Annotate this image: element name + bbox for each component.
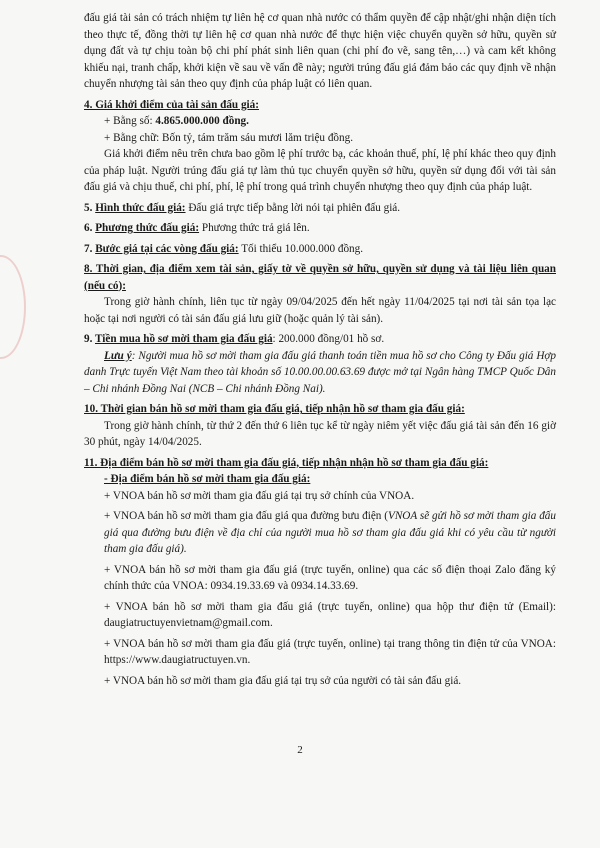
section-9: 9. Tiền mua hồ sơ mời tham gia đấu giá: 200.000 đồng/01 hồ sơ.	[84, 333, 385, 345]
intro-paragraph: đấu giá tài sản có trách nhiệm tự liên hệ cơ quan nhà nước có thẩm quyền để cập nhật/ghi nhận diện tích theo thực tế, đồng thời tự liên hệ cơ quan nhà nước để thực hiện việc chuyển quyền sở hữu, quyền sử dụng đất và tự chịu toàn bộ chi phí phát sinh liên quan (chi phí đo vẽ, sang tên,…) và cam kết không khiếu nại, tranh chấp, khởi kiện về sau về vấn đề này; người trúng đấu giá đảm bảo các quy định về nhận chuyển nhượng tài sản theo quy định của pháp luật có liên quan.	[84, 12, 556, 90]
location-bullet-5: + VNOA bán hồ sơ mời tham gia đấu giá (trực tuyến, online) tại trang thông tin điện tử của VNOA: https://www.daugiatructuyen.vn.	[104, 637, 556, 666]
section-11-heading: 11. Địa điểm bán hồ sơ mời tham gia đấu giá, tiếp nhận nhận hồ sơ tham gia đấu giá:	[84, 456, 489, 469]
location-bullet-4: + VNOA bán hồ sơ mời tham gia đấu giá (trực tuyến, online) qua hộp thư điện tử (Email): daugiatructuyenvietnam@gmail.com.	[104, 600, 556, 629]
location-bullet-3: + VNOA bán hồ sơ mời tham gia đấu giá (trực tuyến, online) qua các số điện thoại Zalo đăng ký chính thức của VNOA: 0934.19.33.69 và 0934.14.33.69.	[104, 563, 556, 592]
document-body	[84, 10, 556, 689]
section-9-note: Lưu ý: Người mua hồ sơ mời tham gia đấu giá thanh toán tiền mua hồ sơ cho Công ty Đấu giá Hợp danh Trực tuyến Việt Nam theo tài khoản số 10.00.00.00.63.69 được mở tại Ngân hàng TMCP Quốc Dân – Chi nhánh Đồng Nai (NCB – Chi nhánh Đồng Nai).	[84, 349, 556, 395]
location-bullet-2: + VNOA bán hồ sơ mời tham gia đấu giá qua đường bưu điện (VNOA sẽ gửi hồ sơ mời tham gia đấu giá qua đường bưu điện về địa chỉ của người mua hồ sơ tham gia đấu giá khi có yêu cầu từ người tham gia đấu giá).	[104, 510, 556, 555]
section-10-text: Trong giờ hành chính, từ thứ 2 đến thứ 6 liên tục kể từ ngày niêm yết việc đấu giá tài sản đến 16 giờ 30 phút, ngày 14/04/2025.	[84, 419, 556, 448]
section-8-heading: 8. Thời gian, địa điểm xem tài sản, giấy tờ về quyền sở hữu, quyền sử dụng và tài liệu liên quan (nếu có):	[84, 263, 556, 292]
section-7: 7. Bước giá tại các vòng đấu giá: Tối thiểu 10.000.000 đồng.	[84, 242, 364, 255]
section-10-heading: 10. Thời gian bán hồ sơ mời tham gia đấu giá, tiếp nhận hồ sơ tham gia đấu giá:	[84, 403, 465, 415]
section-5: 5. Hình thức đấu giá: Đấu giá trực tiếp bằng lời nói tại phiên đấu giá.	[84, 201, 401, 214]
starting-price-words: + Bằng chữ: Bốn tỷ, tám trăm sáu mươi lăm triệu đồng.	[104, 131, 353, 144]
location-bullet-1: + VNOA bán hồ sơ mời tham gia đấu giá tại trụ sở chính của VNOA.	[104, 489, 415, 502]
section-8-text: Trong giờ hành chính, liên tục từ ngày 09/04/2025 đến hết ngày 11/04/2025 tại nơi tài sản tọa lạc hoặc tại nơi người có tài sản đấu giá lưu giữ (hoặc quản lý tài sản).	[84, 296, 556, 325]
section-11-subheading: - Địa điểm bán hồ sơ mời tham gia đấu giá:	[104, 473, 311, 485]
section-4-heading: 4. Giá khởi điểm của tài sản đấu giá:	[84, 98, 259, 111]
red-seal-stamp-icon	[0, 255, 26, 359]
starting-price-number: + Bằng số: 4.865.000.000 đồng.	[104, 115, 249, 127]
starting-price-note: Giá khởi điểm nêu trên chưa bao gồm lệ phí trước bạ, các khoản thuế, phí, lệ phí khác theo quy định của pháp luật. Người trúng đấu giá tự làm thủ tục chuyển quyền sở hữu, quyền sử dụng đối với tài sản đấu giá và chịu thuế, chi phí, phí, lệ phí trong quá trình chuyển nhượng theo quy định của pháp luật.	[84, 148, 556, 193]
page-number: 2	[297, 744, 303, 756]
section-6: 6. Phương thức đấu giá: Phương thức trả giá lên.	[84, 222, 310, 234]
location-bullet-6: + VNOA bán hồ sơ mời tham gia đấu giá tại trụ sở của người có tài sản đấu giá.	[104, 674, 462, 687]
